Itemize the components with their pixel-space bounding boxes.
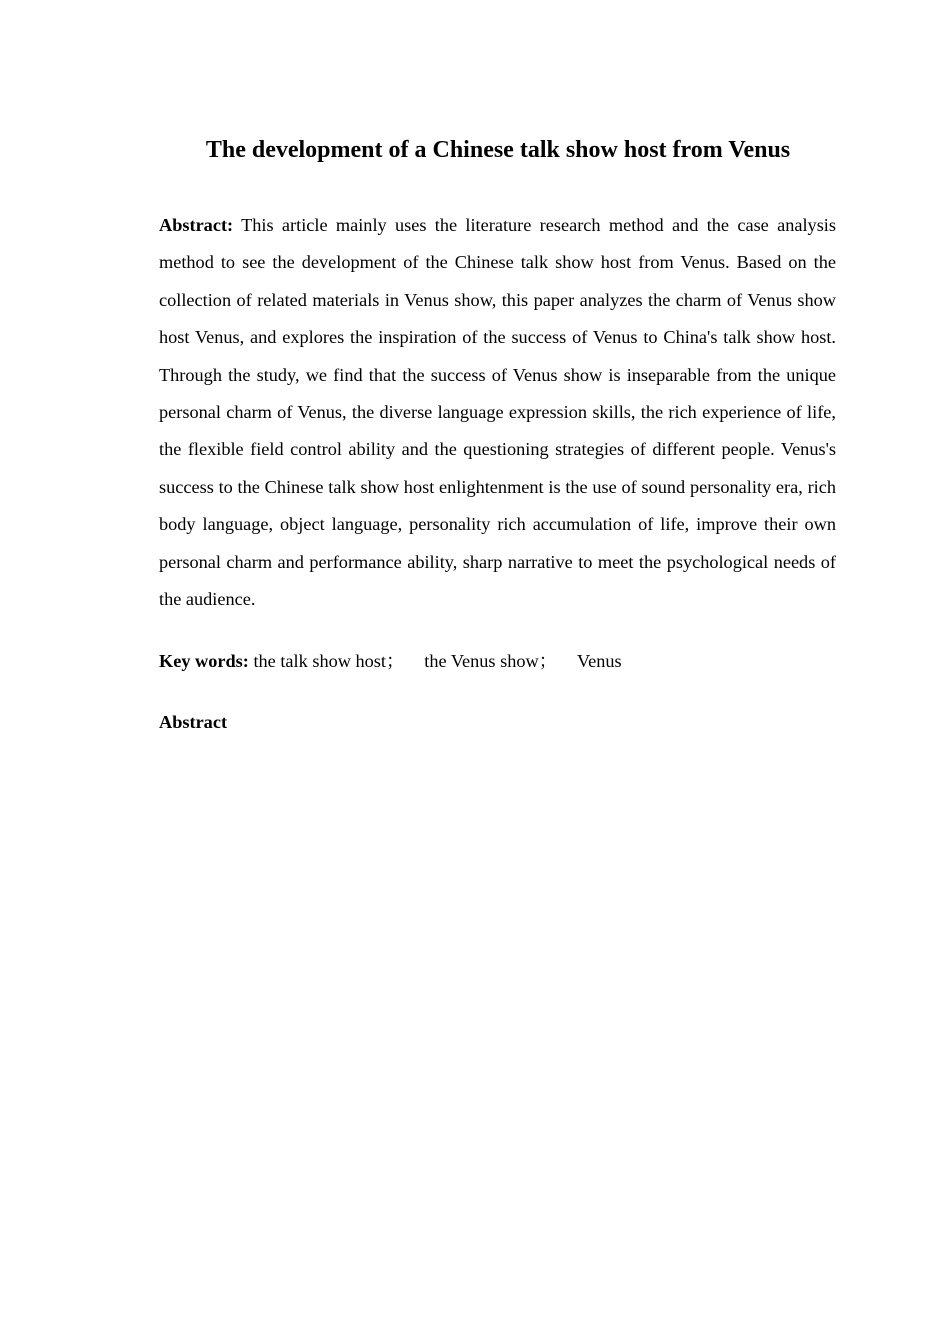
section-heading: Abstract bbox=[159, 712, 228, 732]
keywords-label: Key words: bbox=[159, 651, 249, 671]
keywords-line bbox=[159, 646, 836, 676]
keyword-item: the Venus show； bbox=[424, 651, 557, 671]
paper-title: The development of a Chinese talk show host from Venus bbox=[205, 137, 791, 163]
keyword-item: the talk show host； bbox=[253, 651, 405, 671]
abstract-text: This article mainly uses the literature research method and the case analysis method to see the development of the Chinese talk show host from Venus. Based on the collection of related materials in Venus show, this paper analyzes the charm of Venus show host Venus, and explores the inspiration of the success of Venus to China's talk show host. Through the study, we find that the success of Venus show is inseparable from the unique personal charm of Venus, the diverse language expression skills, the rich experience of life, the flexible field control ability and the questioning strategies of different people. Venus's success to the Chinese talk show host enlightenment is the use of sound personality era, rich body language, object language, personality rich accumulation of life, improve their own personal charm and performance ability, sharp narrative to meet the psychological needs of the audience. bbox=[159, 215, 836, 610]
abstract-paragraph bbox=[159, 207, 836, 618]
abstract-label: Abstract: bbox=[159, 215, 234, 235]
keyword-item: Venus bbox=[576, 651, 622, 671]
